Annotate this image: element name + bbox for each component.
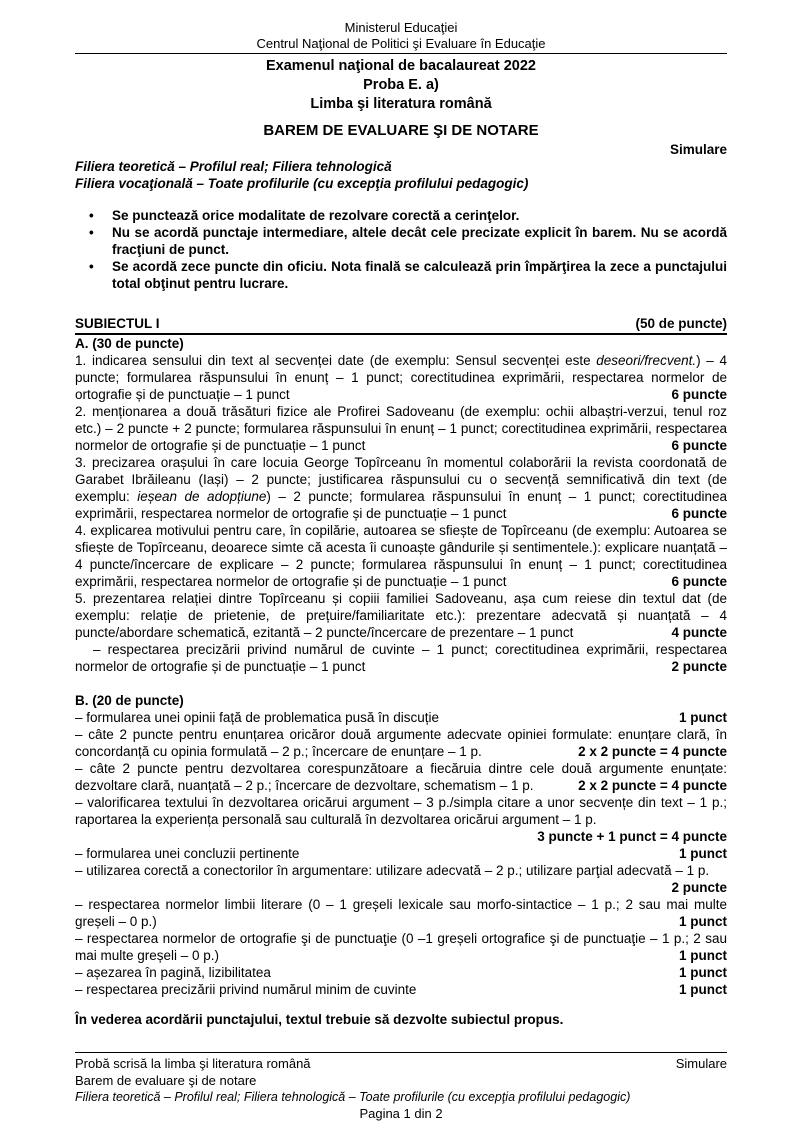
item-score: 6 puncte xyxy=(671,387,727,402)
general-rule-text: Se acordă zece puncte din oficiu. Nota finală se calculează prin împărţirea la zece a punctajului total obţinut pentru lucrare. xyxy=(112,259,727,291)
session-label: Simulare xyxy=(669,142,727,157)
item-score: 6 puncte xyxy=(671,574,727,589)
document-title: BAREM DE EVALUARE ŞI DE NOTARE xyxy=(263,122,539,139)
rubric-item-a2 xyxy=(75,403,727,454)
general-rule-item xyxy=(75,224,727,258)
rubric-item-b4 xyxy=(75,794,727,828)
filiera-line-2: Filiera vocaţională – Toate profilurile (cu excepţia profilului pedagogic) xyxy=(75,176,529,191)
rubric-item-b7 xyxy=(75,896,727,930)
bullet-icon: • xyxy=(89,208,94,223)
exam-subject: Limba şi literatura română xyxy=(310,96,492,112)
item-text: – respectarea precizării privind numărul minim de cuvinte xyxy=(75,982,417,997)
item-text: 2. menționarea a două trăsături fizice ale Profirei Sadoveanu (de exemplu: ochii albaștri-verzui, tenul roz etc.) – 2 puncte + 2 puncte; formularea răspunsului în enunț – 1 punct; corectitudinea exprimării, respectarea normelor de ortografie și de punctuație – 1 punct xyxy=(75,404,727,453)
general-rule-item xyxy=(75,258,727,292)
subject1-title: SUBIECTUL I xyxy=(75,316,160,331)
rubric-item-b1 xyxy=(75,709,727,726)
rubric-item-b9 xyxy=(75,964,727,981)
item-text: – formularea unei opinii față de problematica pusă în discuție xyxy=(75,710,439,725)
item-score: 6 puncte xyxy=(671,506,727,521)
item-text: – câte 2 puncte pentru dezvoltarea corespunzătoare a fiecăruia dintre cele două argumente enunțate: dezvoltare clară, nuanțată – 2 p.; încercare de dezvoltare, schematism – 1 p. xyxy=(75,761,727,793)
rubric-item-b4-score-line: 3 puncte + 1 punct = 4 puncte xyxy=(537,829,727,844)
part-a-title: A. (30 de puncte) xyxy=(75,336,184,351)
subject1-points: (50 de puncte) xyxy=(635,316,727,331)
rubric-item-b5 xyxy=(75,845,727,862)
bullet-icon: • xyxy=(89,225,94,240)
general-rule-text: Nu se acordă punctaje intermediare, altele decât cele precizate explicit în barem. Nu se acordă fracţiuni de punct. xyxy=(112,225,727,257)
part-b-title: B. (20 de puncte) xyxy=(75,693,184,708)
general-rules-list xyxy=(75,207,727,292)
item-text: – respectarea normelor limbii literare (0 – 1 greșeli lexicale sau morfo-sintactice – 1 p.; 2 sau mai multe greșeli – 0 p.) xyxy=(75,897,727,929)
rubric-item-b2 xyxy=(75,726,727,760)
item-score: 1 punct xyxy=(678,948,727,963)
header-divider xyxy=(75,53,727,54)
item-text: 4. explicarea motivului pentru care, în copilărie, autoarea se sfiește de Topîrceanu (de exemplu: Autoarea se sfiește de Topîrceanu, deoarece simte că acesta îi cunoaște gândurile și sentimentele.): explicare nuanțată – 4 puncte/încercare de explicare – 2 puncte; formularea răspunsului în enunț – 1 punct; corectitudinea exprimării, respectarea normelor de ortografie și de punctuație – 1 punct xyxy=(75,523,727,589)
footer-filiera: Filiera teoretică – Profilul real; Filiera tehnologică – Toate profilurile (cu excepţia profilului pedagogic) xyxy=(75,1090,631,1104)
rubric-item-b6 xyxy=(75,862,727,896)
rubric-item-a4 xyxy=(75,522,727,590)
item-score: 1 punct xyxy=(678,982,727,997)
final-note: În vederea acordării punctajului, textul trebuie să dezvolte subiectul propus. xyxy=(75,1012,564,1027)
exam-proba: Proba E. a) xyxy=(363,77,439,93)
ministry-name: Ministerul Educaţiei xyxy=(344,20,458,35)
item-text: – câte 2 puncte pentru enunțarea oricăror două argumente adecvate opiniei formulate: enunțare clară, în concordanță cu opinia formulată – 2 p.; încercare de enunțare – 1 p. xyxy=(75,727,727,759)
item-score: 1 punct xyxy=(678,710,727,725)
page-number: Pagina 1 din 2 xyxy=(359,1105,443,1121)
item-score: 2 puncte xyxy=(671,880,727,895)
item-text: – valorificarea textului în dezvoltarea oricărui argument – 3 p./simpla citare a unor secvențe din text – 1 p.; raportarea la experiența personală sau culturală în dezvoltarea oricărui argument – 1 p. xyxy=(75,795,727,827)
item-text: 1. indicarea sensului din text al secvenței date (de exemplu: Sensul secvenței este deseori/frecvent.) – 4 puncte; formularea răspunsului în enunț – 1 punct; corectitudinea exprimării, respectarea normelor de ortografie și de punctuație – 1 punct xyxy=(75,353,727,402)
footer-barem: Barem de evaluare şi de notare xyxy=(75,1072,257,1088)
rubric-item-a5 xyxy=(75,590,727,641)
footer-row xyxy=(75,1056,727,1073)
item-text: – formularea unei concluzii pertinente xyxy=(75,846,300,861)
filiera-line-1: Filiera teoretică – Profilul real; Filiera tehnologică xyxy=(75,159,392,174)
bullet-icon: • xyxy=(89,259,94,274)
document-footer xyxy=(75,1052,727,1122)
rubric-item-b10 xyxy=(75,981,727,998)
item-score: 4 puncte xyxy=(671,625,727,640)
center-name: Centrul Naţional de Politici şi Evaluare în Educaţie xyxy=(256,36,546,51)
item-text: – așezarea în pagină, lizibilitatea xyxy=(75,965,271,980)
item-score: 1 punct xyxy=(678,846,727,861)
subject1-heading xyxy=(75,315,727,335)
item-text: – utilizarea corectă a conectorilor în argumentare: utilizare adecvată – 2 p.; utilizare parţial adecvată – 1 p. xyxy=(75,863,710,878)
item-score: 2 x 2 puncte = 4 puncte xyxy=(578,778,727,793)
item-score: 1 punct xyxy=(678,914,727,929)
item-score: 2 puncte xyxy=(671,659,727,674)
exam-title: Examenul naţional de bacalaureat 2022 xyxy=(266,58,536,74)
footer-proba: Probă scrisă la limba şi literatura română xyxy=(75,1056,311,1071)
general-rule-text: Se punctează orice modalitate de rezolvare corectă a cerinţelor. xyxy=(112,208,520,223)
item-text: 3. precizarea orașului în care locuia George Topîrceanu în momentul colaborării la revista coordonată de Garabet Ibrăileanu (Iași) – 2 puncte; justificarea răspunsului cu o secvență semnificativă din text (de exemplu: ieșean de adopțiune) – 2 puncte; formularea răspunsului în enunț – 1 punct; corectitudinea exprimării, respectarea normelor de ortografie și de punctuație – 1 punct xyxy=(75,455,728,521)
item-text: 5. prezentarea relației dintre Topîrceanu și copiii familiei Sadoveanu, așa cum reiese din textul dat (de exemplu: relație de prietenie, de prețuire/familiaritate etc.): prezentare adecvată și nuanțată – 4 puncte/abordare schematică, ezitantă – 2 puncte/încercare de prezentare – 1 punct xyxy=(75,591,727,640)
item-text: – respectarea normelor de ortografie şi de punctuaţie (0 –1 greșeli ortografice şi de punctuaţie – 1 p.; 2 sau mai multe greșeli – 0 p.) xyxy=(75,931,727,963)
rubric-item-a1 xyxy=(75,352,727,403)
item-text: – respectarea precizării privind numărul de cuvinte – 1 punct; corectitudinea exprimării, respectarea normelor de ortografie și de punctuație – 1 punct xyxy=(75,642,727,674)
rubric-item-a3 xyxy=(75,454,727,522)
rubric-item-b8 xyxy=(75,930,727,964)
item-score: 6 puncte xyxy=(671,438,727,453)
item-score: 2 x 2 puncte = 4 puncte xyxy=(578,744,727,759)
item-score: 1 punct xyxy=(678,965,727,980)
general-rule-item xyxy=(75,207,727,224)
rubric-item-a5-sub xyxy=(75,641,727,675)
document-header xyxy=(75,20,727,192)
rubric-item-b3 xyxy=(75,760,727,794)
footer-session: Simulare xyxy=(675,1056,727,1071)
